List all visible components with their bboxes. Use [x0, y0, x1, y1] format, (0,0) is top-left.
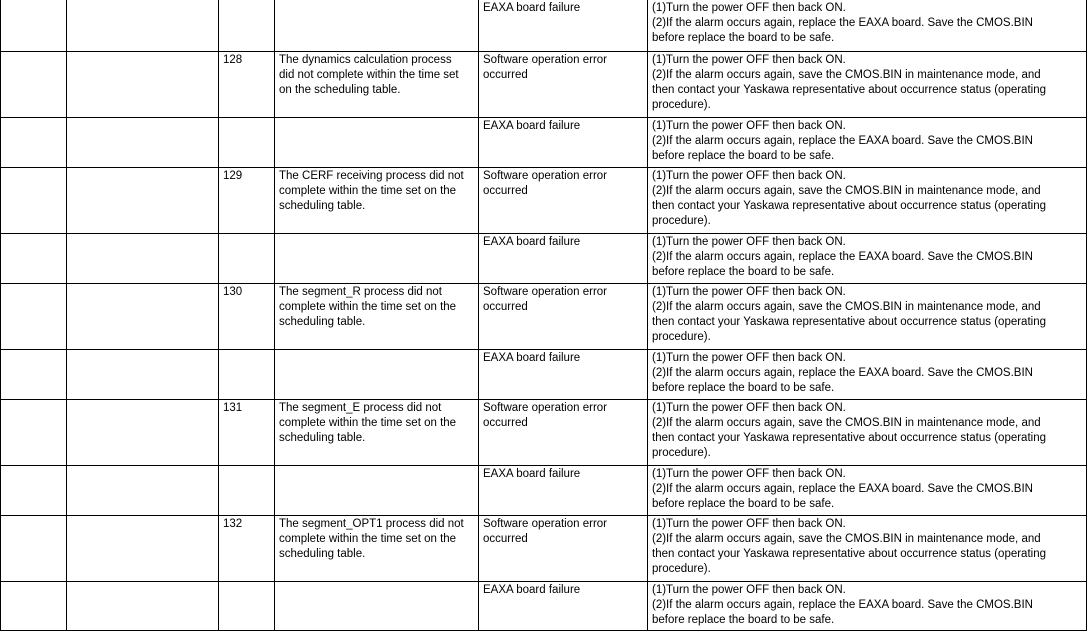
remedy-cell-line: then contact your Yaskawa representative about occurrence status (operating	[652, 199, 1046, 212]
alarm-number-cell	[219, 399, 275, 465]
remedy-cell	[648, 233, 1087, 283]
cause-cell-line: occurred	[483, 416, 528, 429]
blank-cell	[67, 349, 219, 399]
cause-cell-line: EAXA board failure	[483, 351, 581, 364]
remedy-cell-line: then contact your Yaskawa representative about occurrence status (operating	[652, 431, 1046, 444]
remedy-cell-line: (1)Turn the power OFF then back ON.	[652, 2, 846, 14]
description-cell-line: The dynamics calculation process	[279, 53, 452, 66]
blank-cell	[67, 515, 219, 581]
blank-cell	[67, 399, 219, 465]
cause-cell-line: Software operation error	[483, 517, 608, 530]
description-cell	[275, 349, 479, 399]
blank-cell	[1, 117, 67, 167]
cause-cell-line: occurred	[483, 68, 528, 81]
remedy-cell-line: (1)Turn the power OFF then back ON.	[652, 53, 846, 66]
remedy-cell-line: (1)Turn the power OFF then back ON.	[652, 583, 846, 596]
description-cell-line: The segment_E process did not	[279, 401, 442, 414]
cause-cell	[479, 349, 648, 399]
table-row	[1, 349, 1087, 399]
blank-cell	[67, 0, 219, 51]
remedy-cell-line: (1)Turn the power OFF then back ON.	[652, 119, 846, 132]
blank-cell	[67, 117, 219, 167]
cause-cell-line: EAXA board failure	[483, 467, 581, 480]
remedy-cell-line: (2)If the alarm occurs again, save the CMOS.BIN in maintenance mode, and	[652, 532, 1041, 545]
table-row	[1, 581, 1087, 630]
remedy-cell-line: (1)Turn the power OFF then back ON.	[652, 467, 846, 480]
remedy-cell	[648, 167, 1087, 233]
alarm-number-cell	[219, 283, 275, 349]
table-row	[1, 233, 1087, 283]
cause-cell-line: occurred	[483, 184, 528, 197]
remedy-cell-line: before replace the board to be safe.	[652, 32, 835, 45]
alarm-number: 130	[223, 285, 243, 298]
remedy-cell	[648, 465, 1087, 515]
description-cell-line: scheduling table.	[279, 547, 366, 560]
remedy-cell-line: (2)If the alarm occurs again, replace the EAXA board. Save the CMOS.BIN	[652, 598, 1033, 611]
alarm-number-cell	[219, 515, 275, 581]
remedy-cell	[648, 515, 1087, 581]
description-cell-line: complete within the time set on the	[279, 532, 457, 545]
alarm-number: 132	[223, 517, 243, 530]
remedy-cell-line: procedure).	[652, 447, 711, 460]
blank-cell	[67, 465, 219, 515]
blank-cell	[1, 283, 67, 349]
remedy-cell-line: before replace the board to be safe.	[652, 265, 835, 278]
cause-cell	[479, 167, 648, 233]
description-cell-line: on the scheduling table.	[279, 83, 401, 96]
remedy-cell-line: before replace the board to be safe.	[652, 149, 835, 162]
blank-cell	[1, 465, 67, 515]
remedy-cell-line: (1)Turn the power OFF then back ON.	[652, 235, 846, 248]
description-cell	[275, 399, 479, 465]
table-row	[1, 51, 1087, 117]
remedy-cell	[648, 51, 1087, 117]
remedy-cell-line: (2)If the alarm occurs again, save the CMOS.BIN in maintenance mode, and	[652, 184, 1041, 197]
blank-cell	[67, 283, 219, 349]
remedy-cell-line: (1)Turn the power OFF then back ON.	[652, 169, 846, 182]
remedy-cell-line: (1)Turn the power OFF then back ON.	[652, 351, 846, 364]
description-cell	[275, 0, 479, 51]
cause-cell	[479, 283, 648, 349]
alarm-number-cell	[219, 581, 275, 630]
remedy-cell-line: (2)If the alarm occurs again, save the CMOS.BIN in maintenance mode, and	[652, 68, 1041, 81]
remedy-cell	[648, 0, 1087, 51]
remedy-cell-line: procedure).	[652, 331, 711, 344]
remedy-cell-line: (2)If the alarm occurs again, replace the EAXA board. Save the CMOS.BIN	[652, 250, 1033, 263]
blank-cell	[67, 581, 219, 630]
table-row	[1, 283, 1087, 349]
remedy-cell-line: (2)If the alarm occurs again, save the CMOS.BIN in maintenance mode, and	[652, 416, 1041, 429]
description-cell-line: complete within the time set on the	[279, 416, 457, 429]
description-cell-line: The CERF receiving process did not	[279, 169, 464, 182]
cause-cell-line: EAXA board failure	[483, 2, 581, 14]
remedy-cell	[648, 283, 1087, 349]
blank-cell	[1, 349, 67, 399]
remedy-cell-line: procedure).	[652, 563, 711, 576]
description-cell	[275, 515, 479, 581]
alarm-number-cell	[219, 117, 275, 167]
description-cell	[275, 233, 479, 283]
alarm-number-cell	[219, 465, 275, 515]
cause-cell	[479, 399, 648, 465]
cause-cell	[479, 117, 648, 167]
remedy-cell-line: then contact your Yaskawa representative about occurrence status (operating	[652, 83, 1046, 96]
cause-cell	[479, 465, 648, 515]
description-cell	[275, 167, 479, 233]
cause-cell-line: Software operation error	[483, 285, 608, 298]
blank-cell	[1, 515, 67, 581]
alarm-number: 131	[223, 401, 243, 414]
blank-cell	[1, 233, 67, 283]
description-cell-line: did not complete within the time set	[279, 68, 459, 81]
description-cell-line: scheduling table.	[279, 199, 366, 212]
cause-cell-line: EAXA board failure	[483, 235, 581, 248]
remedy-cell	[648, 117, 1087, 167]
remedy-cell-line: (2)If the alarm occurs again, replace the EAXA board. Save the CMOS.BIN	[652, 17, 1033, 30]
cause-cell	[479, 0, 648, 51]
alarm-number-cell	[219, 349, 275, 399]
table-row	[1, 399, 1087, 465]
cause-cell	[479, 581, 648, 630]
blank-cell	[67, 167, 219, 233]
remedy-cell	[648, 581, 1087, 630]
cause-cell	[479, 515, 648, 581]
description-cell-line: scheduling table.	[279, 315, 366, 328]
table-row	[1, 0, 1087, 51]
description-cell	[275, 465, 479, 515]
description-cell-line: scheduling table.	[279, 431, 366, 444]
cause-cell-line: Software operation error	[483, 401, 608, 414]
remedy-cell-line: before replace the board to be safe.	[652, 497, 835, 510]
cause-cell-line: EAXA board failure	[483, 119, 581, 132]
remedy-cell-line: procedure).	[652, 215, 711, 228]
remedy-cell-line: (2)If the alarm occurs again, replace the EAXA board. Save the CMOS.BIN	[652, 482, 1033, 495]
remedy-cell-line: (2)If the alarm occurs again, replace the EAXA board. Save the CMOS.BIN	[652, 366, 1033, 379]
cause-cell-line: occurred	[483, 532, 528, 545]
remedy-cell-line: (1)Turn the power OFF then back ON.	[652, 285, 846, 298]
remedy-cell-line: (1)Turn the power OFF then back ON.	[652, 401, 846, 414]
description-cell	[275, 51, 479, 117]
cause-cell	[479, 233, 648, 283]
remedy-cell-line: procedure).	[652, 99, 711, 112]
cause-cell-line: occurred	[483, 300, 528, 313]
table-row	[1, 515, 1087, 581]
alarm-number: 128	[223, 53, 243, 66]
alarm-number: 129	[223, 169, 243, 182]
remedy-cell-line: (1)Turn the power OFF then back ON.	[652, 517, 846, 530]
cause-cell-line: EAXA board failure	[483, 583, 581, 596]
blank-cell	[1, 0, 67, 51]
blank-cell	[1, 167, 67, 233]
alarm-number-cell	[219, 233, 275, 283]
description-cell	[275, 581, 479, 630]
blank-cell	[1, 399, 67, 465]
description-cell-line: The segment_OPT1 process did not	[279, 517, 464, 530]
table-body	[1, 0, 1087, 630]
description-cell-line: The segment_R process did not	[279, 285, 443, 298]
remedy-cell-line: (2)If the alarm occurs again, replace the EAXA board. Save the CMOS.BIN	[652, 134, 1033, 147]
remedy-cell	[648, 349, 1087, 399]
cause-cell-line: Software operation error	[483, 53, 608, 66]
remedy-cell-line: then contact your Yaskawa representative about occurrence status (operating	[652, 547, 1046, 560]
blank-cell	[67, 233, 219, 283]
blank-cell	[1, 51, 67, 117]
cause-cell	[479, 51, 648, 117]
description-cell	[275, 117, 479, 167]
description-cell	[275, 283, 479, 349]
blank-cell	[1, 581, 67, 630]
remedy-cell-line: then contact your Yaskawa representative about occurrence status (operating	[652, 315, 1046, 328]
table-row	[1, 117, 1087, 167]
table-row	[1, 167, 1087, 233]
alarm-number-cell	[219, 167, 275, 233]
description-cell-line: complete within the time set on the	[279, 300, 457, 313]
table-row	[1, 465, 1087, 515]
alarm-number-cell	[219, 0, 275, 51]
remedy-cell-line: before replace the board to be safe.	[652, 613, 835, 626]
remedy-cell-line: (2)If the alarm occurs again, save the CMOS.BIN in maintenance mode, and	[652, 300, 1041, 313]
remedy-cell	[648, 399, 1087, 465]
remedy-cell-line: before replace the board to be safe.	[652, 381, 835, 394]
blank-cell	[67, 51, 219, 117]
description-cell-line: complete within the time set on the	[279, 184, 457, 197]
cause-cell-line: Software operation error	[483, 169, 608, 182]
alarm-number-cell	[219, 51, 275, 117]
